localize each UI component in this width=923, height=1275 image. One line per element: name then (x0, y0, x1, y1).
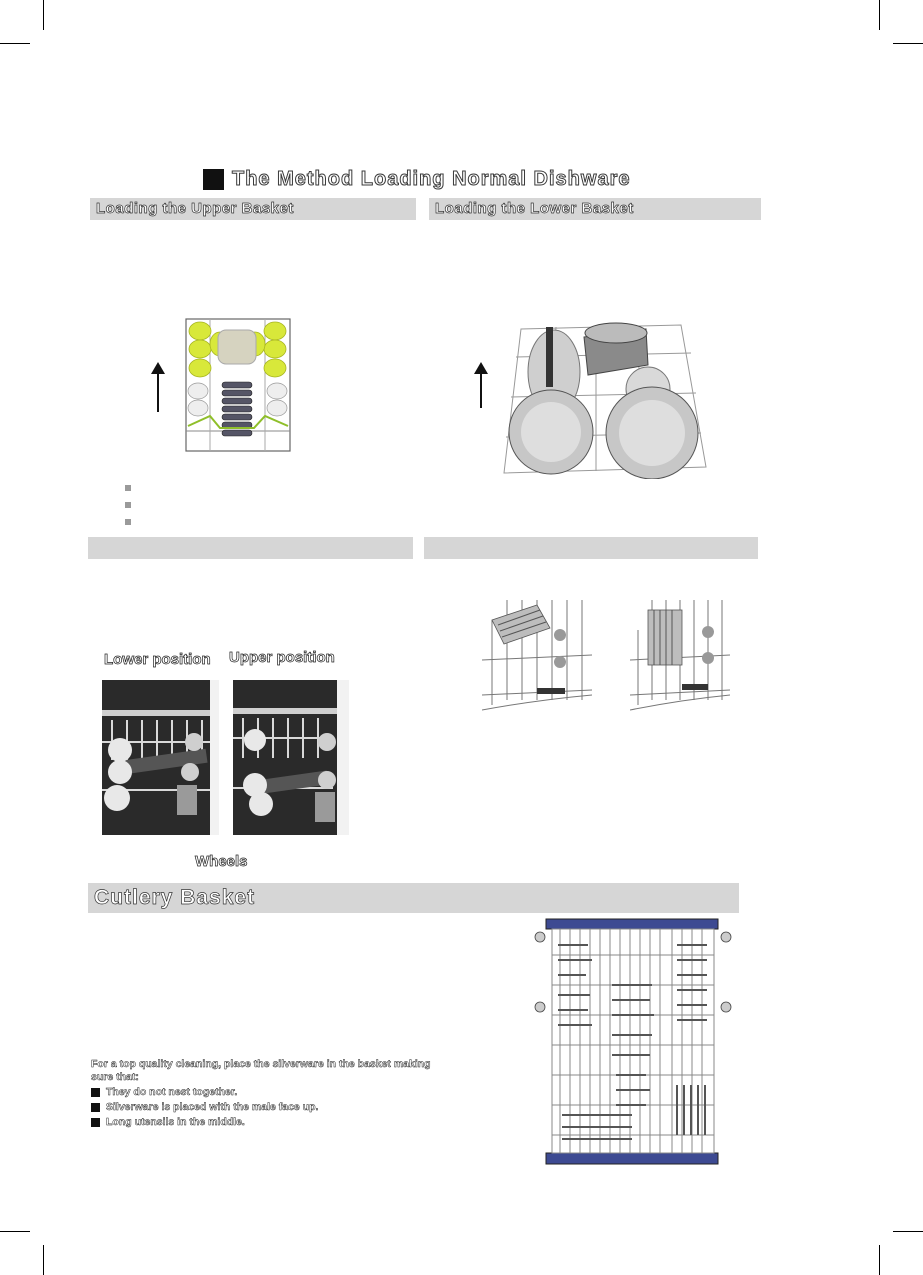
folding-racks-header (424, 537, 758, 559)
wheels-label: Wheels (195, 853, 248, 870)
lower-basket-illustration (496, 317, 718, 479)
upper-position-photo (233, 680, 349, 835)
upper-adjust-header (88, 537, 413, 559)
lower-position-label: Lower position (104, 651, 211, 668)
tip-text: Silverware is placed with the male face up. (106, 1101, 319, 1113)
bullet-marker (125, 519, 131, 525)
cutlery-basket-illustration (532, 915, 738, 1167)
bullet-marker (125, 485, 131, 491)
lower-position-photo (102, 680, 219, 835)
title-square-icon (203, 169, 224, 190)
crop-mark (43, 1245, 44, 1275)
bullet-square-icon (91, 1103, 100, 1112)
page-title-text: The Method Loading Normal Dishware (232, 167, 631, 190)
cutlery-tips (91, 1058, 436, 1129)
cutlery-basket-header: Cutlery Basket (88, 883, 739, 913)
page-title (203, 166, 630, 192)
upper-basket-header: Loading the Upper Basket (90, 198, 416, 220)
crop-mark (879, 0, 880, 30)
tip-text: Long utensils in the middle. (106, 1116, 245, 1128)
bullet-square-icon (91, 1118, 100, 1127)
cutlery-tips-intro: For a top quality cleaning, place the silverware in the basket making sure that: (91, 1058, 431, 1083)
folding-rack-up-illustration (630, 600, 730, 712)
crop-mark (0, 43, 30, 44)
bullet-square-icon (91, 1088, 100, 1097)
tip-text: They do not nest together. (106, 1086, 238, 1098)
crop-mark (893, 43, 923, 44)
upper-basket-illustration (180, 316, 295, 456)
folding-rack-down-illustration (482, 600, 592, 712)
crop-mark (879, 1245, 880, 1275)
arrow-up-icon (473, 362, 489, 410)
tip-item (91, 1086, 436, 1099)
crop-mark (0, 1231, 30, 1232)
arrow-up-icon (150, 362, 166, 414)
crop-mark (893, 1231, 923, 1232)
bullet-marker (125, 502, 131, 508)
upper-position-label: Upper position (229, 649, 335, 666)
crop-mark (43, 0, 44, 30)
tip-item (91, 1116, 436, 1129)
lower-basket-header: Loading the Lower Basket (429, 198, 761, 220)
tip-item (91, 1101, 436, 1114)
